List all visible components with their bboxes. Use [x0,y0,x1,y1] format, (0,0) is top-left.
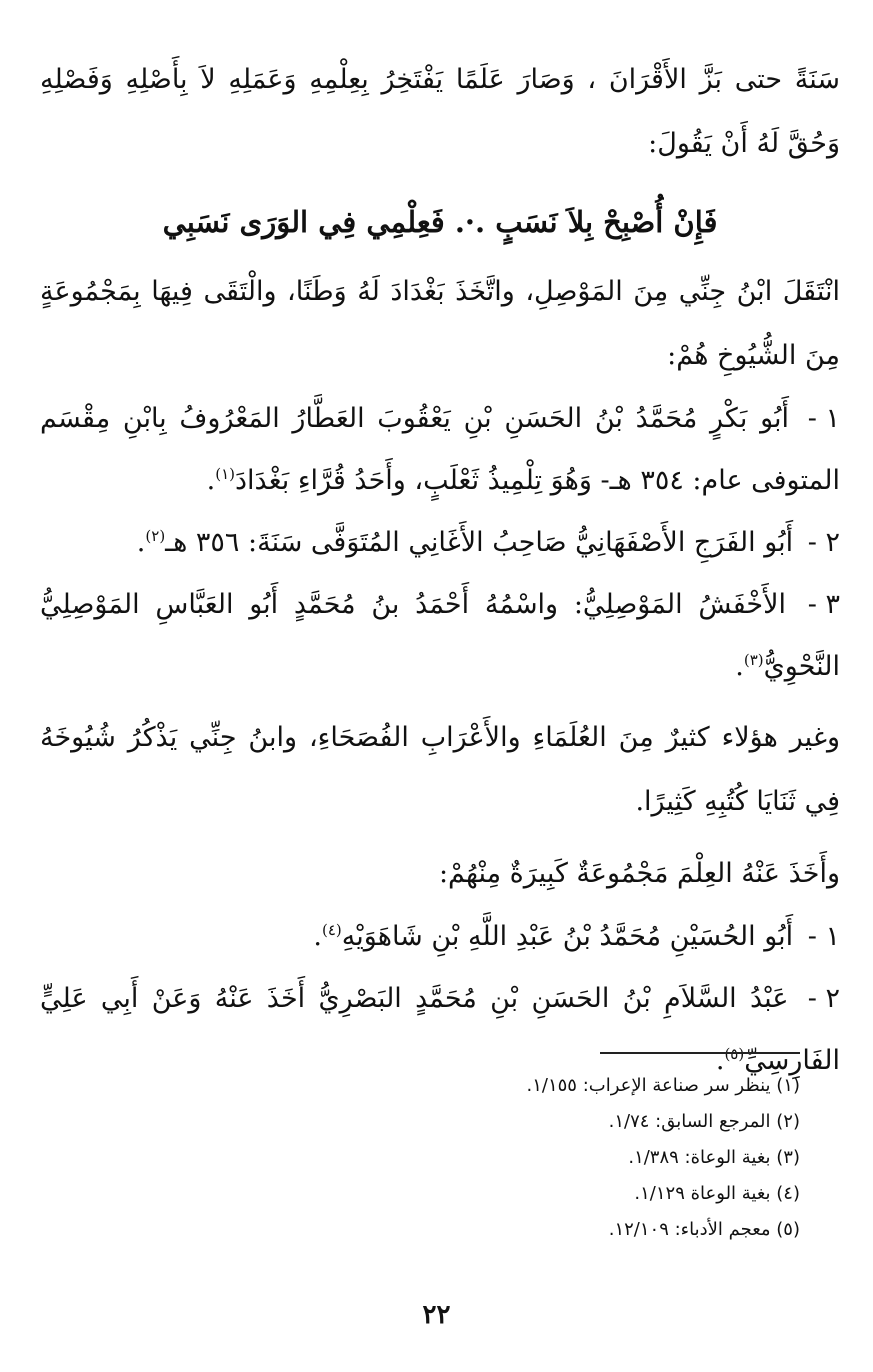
list-end: . [735,651,744,682]
list-item [40,574,840,698]
paragraph-2: انْتَقَلَ ابْنُ جِنِّي مِنَ المَوْصِلِ، واتَّخَذَ بَغْدَادَ لَهُ وَطَنًا، والْتَقَى فِيهَا بِمَجْمُوعَةٍ مِنَ الشُّيُوخِ هُمْ: [40,276,840,371]
poetry-verse: فَإِنْ أُصْبِحْ بِلاَ نَسَبٍ .·. فَعِلْمِي فِي الوَرَى نَسَبِي [162,205,718,239]
list-text: أَبُو الفَرَجِ الأَصْفَهَانِيُّ صَاحِبُ الأَغَانِي المُتَوَفَّى سَنَةَ: ٣٥٦ هـ [165,527,794,558]
list-end: . [313,921,322,952]
paragraph-3: وغير هؤلاء كثيرٌ مِنَ العُلَمَاءِ والأَعْرَابِ الفُصَحَاءِ، وابنُ جِنِّي يَذْكُرُ شُيُوخَهُ فِي ثَنَايَا كُتُبِهِ كَثِيرًا. [40,722,840,817]
footnote: (٤) بغية الوعاة ١/١٢٩. [634,1183,800,1204]
footnote-ref: (٤) [321,921,342,939]
main-text [40,48,840,1092]
paragraph-4: وأَخَذَ عَنْهُ العِلْمَ مَجْمُوعَةٌ كَبِيرَةٌ مِنْهُمْ: [438,858,840,889]
footnote-ref: (١) [215,465,235,483]
list-text: الأَخْفَشُ المَوْصِلِيُّ: واسْمُهُ أَحْمَدُ بنُ مُحَمَّدٍ أَبُو العَبَّاسِ المَوْصِلِيُّ النَّحْوِيُّ [40,589,840,682]
footnote-ref: (٥) [724,1045,745,1063]
students-list [40,906,840,1092]
footnote: (٥) معجم الأدباء: ١٢/١٠٩. [608,1219,800,1240]
footnotes [40,1068,800,1248]
list-text: أَبُو بَكْرٍ مُحَمَّدُ بْنُ الحَسَنِ بْنِ يَعْقُوبَ العَطَّارُ المَعْرُوفُ بِابْنِ مِقْسَم المتوفى عام: ٣٥٤ هـ- وَهُوَ تِلْمِيذُ ثَعْلَبٍ، وأَحَدُ قُرَّاءِ بَغْدَادَ [40,403,840,496]
list-number: ١ - [807,403,840,434]
list-number: ١ - [807,921,840,952]
list-item [40,388,840,512]
footnote-divider [600,1052,800,1054]
list-item [40,906,840,968]
list-number: ٢ - [807,527,840,558]
footnote: (٢) المرجع السابق: ١/٧٤. [608,1111,800,1132]
list-end: . [136,527,146,558]
list-text: أَبُو الحُسَيْنِ مُحَمَّدُ بْنُ عَبْدِ اللَّهِ بْنِ شَاهَوَيْهِ [341,921,794,952]
footnote-ref: (٣) [743,651,764,669]
list-end: . [715,1045,725,1076]
list-number: ٢ - [807,983,840,1014]
footnote: (١) ينظر سر صناعة الإعراب: ١/١٥٥. [526,1075,800,1096]
paragraph-1: سَنَةً حتى بَزَّ الأَقْرَانَ ، وَصَارَ عَلَمًا يَفْتَخِرُ بِعِلْمِهِ وَعَمَلِهِ لاَ بِأَصْلِهِ وَفَصْلِهِ وَحُقَّ لَهُ أَنْ يَقُولَ: [40,64,840,159]
footnote: (٣) بغية الوعاة: ١/٣٨٩. [628,1147,800,1168]
list-end: . [206,465,216,496]
teachers-list [40,388,840,698]
list-text: عَبْدُ السَّلاَمِ بْنُ الحَسَنِ بْنِ مُحَمَّدٍ البَصْرِيُّ أَخَذَ عَنْهُ وَعَنْ أَبِي عَلِيٍّ الفَارِسِيِّ [40,983,840,1076]
list-item [40,512,840,574]
page-number: ٢٢ [422,1300,451,1330]
footnote-ref: (٢) [145,527,166,545]
list-number: ٣ - [807,589,840,620]
